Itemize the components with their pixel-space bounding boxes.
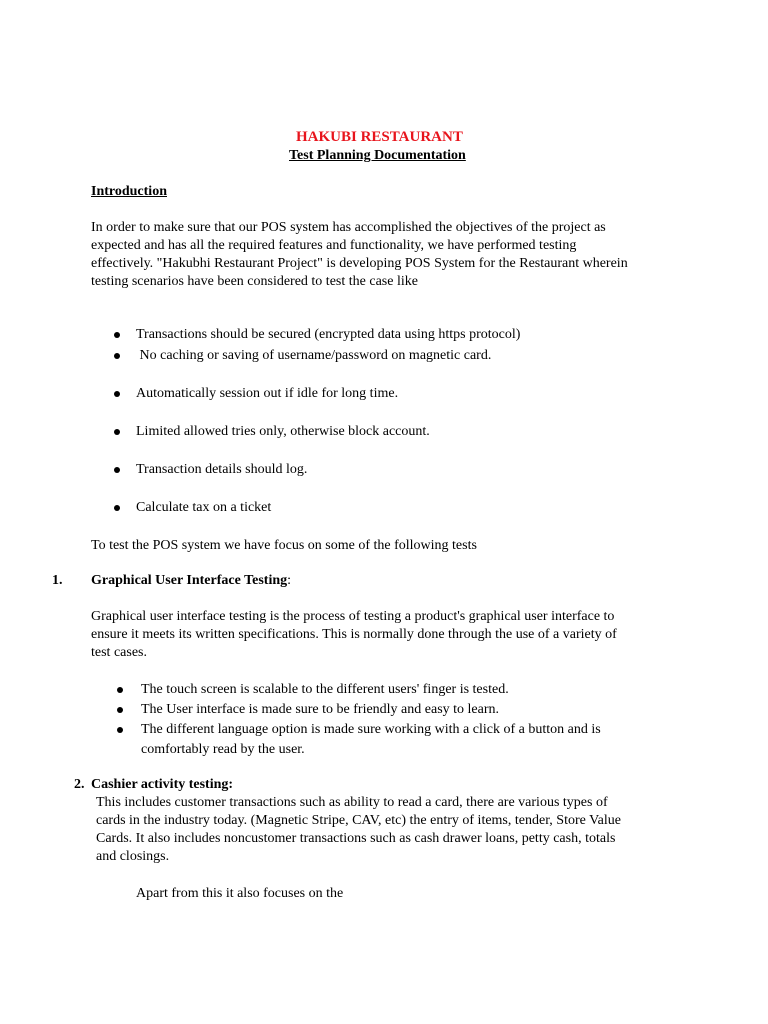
document-title: HAKUBI RESTAURANT [296,129,463,145]
bullet-text: Transaction details should log. [136,462,308,477]
section2-line: This includes customer transactions such as ability to read a card, there are various types of [96,795,608,810]
section-heading: Cashier activity testing: [91,777,234,792]
bullet-icon [114,429,120,435]
bullet-text: Calculate tax on a ticket [136,500,272,515]
bullet-icon [114,353,120,359]
section2-line: Cards. It also includes noncustomer transactions such as cash drawer loans, petty cash, totals [96,831,616,846]
bullet-icon [114,505,120,511]
bullet-icon [114,467,120,473]
intro-line: expected and has all the required features and functionality, we have performed testing [91,238,577,253]
section1-line: ensure it meets its written specifications. This is normally done through the use of a variety of [91,627,617,642]
bullet-text: comfortably read by the user. [141,742,305,757]
section2-paragraph [96,794,696,866]
section1-line: Graphical user interface testing is the process of testing a product's graphical user interface to [91,609,615,624]
section1-paragraph [91,608,691,662]
intro-line: effectively. "Hakubhi Restaurant Project" is developing POS System for the Restaurant wherein [91,256,628,271]
bullet-text: Automatically session out if idle for long time. [136,386,399,401]
bullet-icon [117,707,123,713]
bullet-text: The different language option is made sure working with a click of a button and is [141,722,601,737]
intro-paragraph [91,219,691,291]
bullet-text: The User interface is made sure to be friendly and easy to learn. [141,702,500,717]
section1-line: test cases. [91,645,147,660]
bullet-text: Limited allowed tries only, otherwise block account. [136,424,430,439]
bullet-icon [114,391,120,397]
intro-heading: Introduction [91,184,167,199]
section2-closing: Apart from this it also focuses on the [136,886,344,901]
bullet-icon [117,727,123,733]
bullet-icon [117,687,123,693]
tests-lead: To test the POS system we have focus on some of the following tests [91,538,477,553]
section-heading [91,572,291,590]
section-heading-text: Graphical User Interface Testing [91,573,288,588]
bullet-icon [114,332,120,338]
section-heading-suffix: : [287,573,292,588]
intro-line: In order to make sure that our POS system has accomplished the objectives of the project as [91,220,606,235]
section2-line: cards in the industry today. (Magnetic Stripe, CAV, etc) the entry of items, tender, Store Value [96,813,621,828]
bullet-text: The touch screen is scalable to the different users' finger is tested. [141,682,509,697]
section2-line: and closings. [96,849,170,864]
intro-line: testing scenarios have been considered to test the case like [91,274,418,289]
section-number: 2. [74,777,85,792]
section-number: 1. [52,573,63,588]
bullet-text: No caching or saving of username/password on magnetic card. [136,348,492,363]
bullet-text: Transactions should be secured (encrypted data using https protocol) [136,327,521,342]
document-subtitle: Test Planning Documentation [289,148,466,163]
